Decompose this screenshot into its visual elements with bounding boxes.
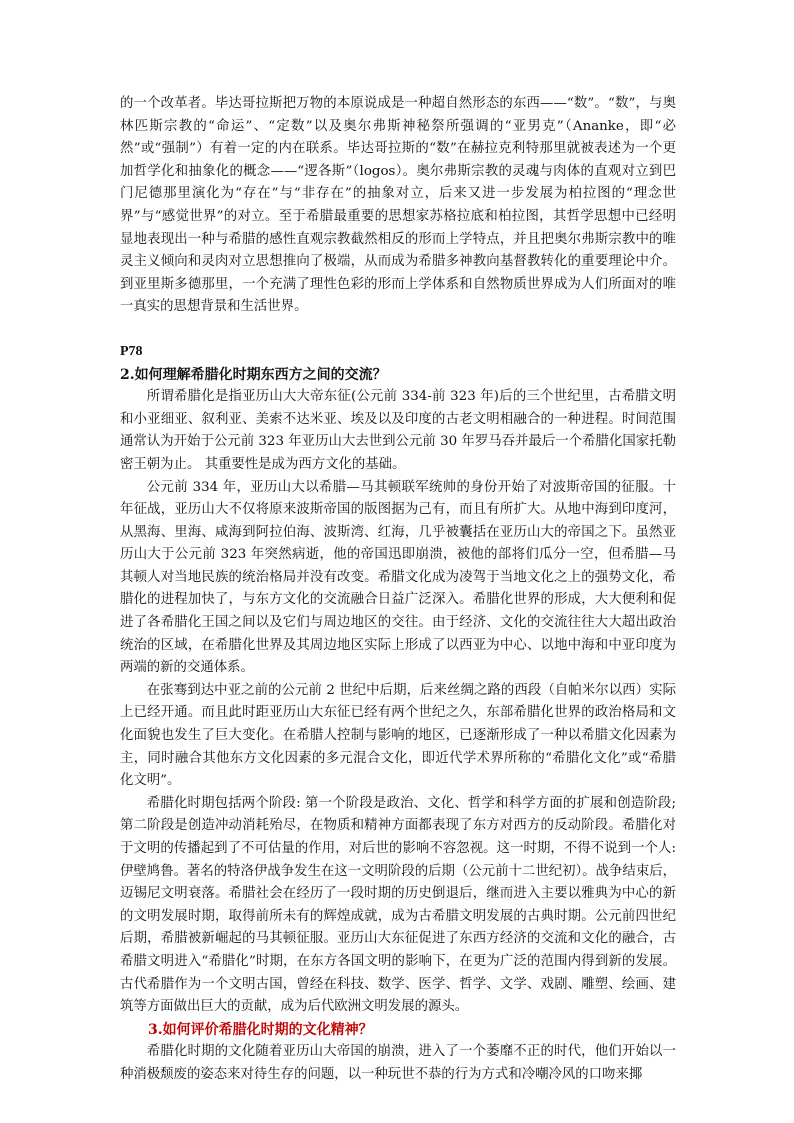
page-reference: P78 [120,343,143,359]
intro-paragraph: 的一个改革者。毕达哥拉斯把万物的本原说成是一种超自然形态的东西——“数”。“数”，与奥林匹斯宗教的“命运”、“定数”以及奥尔弗斯神秘祭所强调的“亚男克”（Ananke，即“必然”或“强制”）有着一定的内在联系。毕达哥拉斯的“数”在赫拉克利特那里就被表述为一个更加哲学化和抽象化的概念——“逻各斯”（logos）。奥尔弗斯宗教的灵魂与肉体的直观对立到巴门尼德那里演化为“存在”与“非存在”的抽象对立，后来又进一步发展为柏拉图的“理念世界”与“感觉世界”的对立。至于希腊最重要的思想家苏格拉底和柏拉图，其哲学思想中已经明显地表现出一种与希腊的感性直观宗教截然相反的形而上学特点，并且把奥尔弗斯宗教中的唯灵主义倾向和灵肉对立思想推向了极端，从而成为希腊多神教向基督教转化的重要理论中介。到亚里斯多德那里，一个充满了理性色彩的形而上学体系和自然物质世界成为人们所面对的唯一真实的思想背景和生活世界。 [120,96,676,315]
question-2-heading: 2.如何理解希腊化时期东西方之间的交流？ [120,366,387,383]
document-page [120,93,676,1087]
question-2-paragraph: 在张骞到达中亚之前的公元前 2 世纪中后期，后来丝绸之路的西段（自帕米尔以西）实际上已经开通。而且此时距亚历山大东征已经有两个世纪之久，东部希腊化世界的政治格局和文化面貌也发生了巨大变化。在希腊人控制与影响的地区，已逐渐形成了一种以希腊文化因素为主，同时融合其他东方文化因素的多元混合文化，即近代学术界所称的“希腊化文化”或“希腊化文明”。 [120,682,676,789]
question-2-paragraph: 公元前 334 年，亚历山大以希腊—马其顿联军统帅的身份开始了对波斯帝国的征服。十年征战，亚历山大不仅将原来波斯帝国的版图据为己有，而且有所扩大。从地中海到印度河，从黑海、里海、咸海到阿拉伯海、波斯湾、红海，几乎被囊括在亚历山大的帝国之下。虽然亚历山大于公元前 323 年突然病逝，他的帝国迅即崩溃，被他的部将们瓜分一空，但希腊—马其顿人对当地民族的统治格局并没有改变。希腊文化成为凌驾于当地文化之上的强势文化，希腊化的进程加快了，与东方文化的交流融合日益广泛深入。希腊化世界的形成，大大便利和促进了各希腊化王国之间以及它们与周边地区的交往。由于经济、文化的交流往往大大超出政治统治的区域，在希腊化世界及其周边地区实际上形成了以西亚为中心、以地中海和中亚印度为两端的新的交通体系。 [120,479,676,676]
question-2-paragraph: 希腊化时期包括两个阶段: 第一个阶段是政治、文化、哲学和科学方面的扩展和创造阶段; 第二阶段是创造冲动消耗殆尽，在物质和精神方面都表现了东方对西方的反动阶段。希腊化对于文明的传播起到了不可估量的作用，对后世的影响不容忽视。这一时期，不得不说到一个人: 伊壁鸠鲁。著名的特洛伊战争发生在这一文明阶段的后期（公元前十二世纪初）。战争结束后，迈锡尼文明衰落。希腊社会在经历了一段时期的历史倒退后，继而进入主要以雅典为中心的新的文明发展时期，取得前所未有的辉煌成就，成为古希腊文明发展的古典时期。公元前四世纪后期，希腊被新崛起的马其顿征服。亚历山大东征促进了东西方经济的交流和文化的融合，古希腊文明进入“希腊化”时期，在东方各国文明的影响下，在更为广泛的范围内得到新的发展。古代希腊作为一个文明古国，曾经在科技、数学、医学、哲学、文学、戏剧、雕塑、绘画、建筑等方面做出巨大的贡献，成为后代欧洲文明发展的源头。 [120,795,676,1015]
question-2-paragraph: 所谓希腊化是指亚历山大大帝东征(公元前 334-前 323 年)后的三个世纪里，古希腊文明和小亚细亚、叙利亚、美索不达米亚、埃及以及印度的古老文明相融合的一种进程。时间范围通常认为开始于公元前 323 年亚历山大去世到公元前 30 年罗马吞并最后一个希腊化国家托勒密王朝为止。 其重要性是成为西方文化的基础。 [120,389,676,472]
question-3-heading: 3.如何评价希腊化时期的文化精神？ [148,1021,373,1038]
paragraph-gap [120,319,676,341]
question-3-paragraph: 希腊化时期的文化随着亚历山大帝国的崩溃，进入了一个萎靡不正的时代，他们开始以一种消极颓废的姿态来对待生存的问题，以一种玩世不恭的行为方式和冷嘲冷风的口吻来揶 [120,1044,676,1082]
